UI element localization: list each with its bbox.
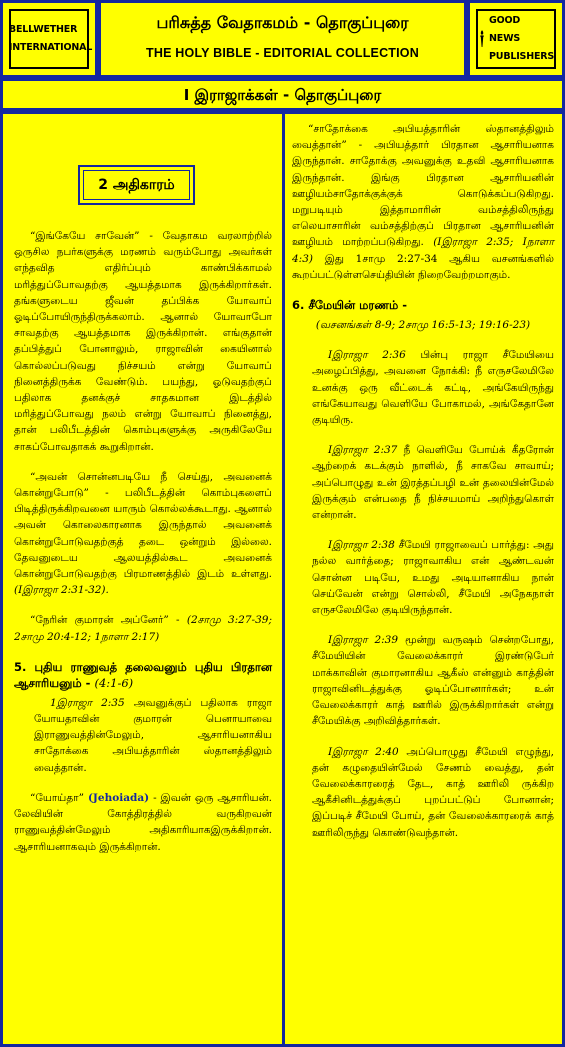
verse-ref: (Iஇராஜா 2:31-32). (14, 584, 109, 597)
left-column-text (14, 228, 272, 869)
verse-ref: Iஇராஜா 2:39 (328, 634, 399, 647)
verse-ref: (2சாமு 3:27-39; 2சாமு 20:4-12; 1நாளா 2:17) (14, 614, 272, 643)
verse-ref: Iஇராஜா 2:37 (328, 444, 398, 457)
verse-ref: (Iஇராஜா 2:35; Iநாளா 4:3) (292, 236, 555, 265)
verse-paragraph: Iஇராஜா 2:38 சீமேயி ராஜாவைப் பார்த்து: அது நல்ல வார்த்தை; ராஜாவாகிய என் ஆண்டவன் சொன்ன படியே, உமது அடியானாகிய நான் செய்வேன் என்று சொல்லி, சீமேயி அநேகநாள் எருசலேமிலே குடியிருந்தான். (312, 539, 554, 617)
paragraph: “அவன் சொன்னபடியே நீ செய்து, அவனைக் கொன்றுபோடு” - பலிபீடத்தின் கொம்புகளைப் பிடித்திருக்கிறவனை யாரும் கொல்லக்கூடாது. ஆனால் அவன் கொலைகாரனாக இருந்தால் அவனைக் கொன்றுபோடுவதற்குத் தடை ஒன்றும் இல்லை. தேவனுடைய ஆலயத்தில்கூட அவனைக் கொன்றுபோடுவதற்கு பிரமாணத்தில் இடம் உள்ளது. (Iஇராஜா 2:31-32). (14, 470, 272, 597)
left-logo-panel (0, 0, 98, 78)
logo-line-1: GOOD NEWS (489, 15, 521, 44)
right-column-text (292, 121, 554, 855)
section-heading-6: 6. சீமேயின் மரணம் - (292, 298, 407, 313)
verse-paragraph: Iஇராஜா 2:37 நீ வெளியே போய்க் கீதரோன் ஆற்றைக் கடக்கும் நாளில், நீ சாகவே சாவாய்; அப்பொழுது உன் இரத்தப்பழி உன் தலையின்மேல் இருக்கும் என்பதை நீ நிச்சயமாய் அறிந்துகொள் என்றான். (312, 444, 554, 522)
verse-paragraph: 1இராஜா 2:35 அவனுக்குப் பதிலாக ராஜா யோயதாவின் குமாரன் பெனாயாவை இராணுவத்தின்மேலும், ஆசாரியனாகிய சாதோக்கை அபியத்தாரின் ஸ்தானத்திலும் வைத்தான். (34, 696, 272, 774)
verse-ref: Iஇராஜா 2:38 (328, 539, 395, 552)
verse-paragraph: Iஇராஜா 2:36 பின்பு ராஜா சீமேயியை அழைப்பித்து, அவனை நோக்கி: நீ எருசலேமிலே உனக்கு ஒரு வீட்டைக் கட்டி, அங்கேயிருந்து எங்கேயாவது வெளியே போகாமல், அங்கேதானே குடியிரு. (312, 349, 554, 427)
chapter-label: 2 அதிகாரம் (98, 177, 175, 193)
paragraph: “நேரின் குமாரன் அப்னேர்” - (2சாமு 3:27-39; 2சாமு 20:4-12; 1நாளா 2:17) (14, 614, 272, 643)
jehoiada-term: (Jehoiada) (87, 791, 150, 804)
paragraph: “யோய்தா” (Jehoiada) - இவன் ஒரு ஆசாரியன். லேவியின் கோத்திரத்தில் வருகிறவன் ராணுவத்தின்மேலும் அதிகாரியாகஇருக்கிறான். ஆசாரியனாகவும் இருக்கிறான். (14, 791, 273, 853)
verse-ref: Iஇராஜா 2:36 (328, 349, 406, 362)
logo-line-2: INTERNATIONAL (8, 42, 93, 53)
verse-paragraph: Iஇராஜா 2:39 மூன்று வருஷம் சென்றபோது, சீமேயியின் வேலைக்காரர் இரண்டுபேர் மாக்காவின் குமாரனாகிய ஆகீஸ் என்னும் காத்தின் ராஜாவினிடத்துக்கு ஓடிப்போனார்கள்; உன் வேலைக்காரர் காத் ஊரில் இருக்கிறார்கள் என்று சீமேயிக்கு அறிவித்தார்கள். (312, 634, 554, 728)
logo-line-2: PUBLISHERS (489, 51, 554, 62)
bellwether-logo (8, 9, 93, 69)
book-title-bar (0, 78, 565, 111)
header-title-english: THE HOLY BIBLE - EDITORIAL COLLECTION (146, 46, 419, 60)
verse-ref: 1இராஜா 2:35 (50, 696, 125, 709)
header-title-panel (98, 0, 467, 78)
good-news-logo (476, 9, 556, 69)
torch-icon (478, 15, 486, 63)
verse-ref: Iஇராஜா 2:40 (328, 745, 399, 758)
chapter-label-box (78, 165, 195, 205)
section-heading-5: 5. புதிய ராணுவத் தலைவனும் புதிய பிரதான ஆசாரியனும் - (4:1-6) (14, 659, 272, 690)
verse-ref: (4:1-6) (94, 675, 134, 690)
right-logo-panel (467, 0, 565, 78)
logo-line-1: BELLWETHER (8, 24, 78, 35)
paragraph: “இங்கேயே சாவேன்” - வேதாகம வரலாற்றில் ஒருசில நபர்களுக்கு மரணம் வரும்போது அவர்கள் எந்தவித எதிர்ப்பும் காண்பிக்காமல் மரித்துப்போவதற்கு ஆயத்தமாக இருக்கிறார்கள். தங்களுடைய ஜீவன் தப்பிக்க யோவாப் ஓடிப்போயிருந்திருக்கலாம். ஆனால் யோவாபோ சாவதற்கு ஆயத்தமாக இருக்கிறான். எங்குதான் தப்பித்துப் போனாலும், ராஜாவின் கையினால் கொல்லப்படுவது நிச்சயம் என்று யோவாப் நினைத்திருக்க வேண்டும். பயந்து, ஓடுவதற்குப் பதிலாக தனக்குச் சாதகமான இடத்தில் மரித்துப்போவது நலம் என்று யோவாப் நினைத்து, தான் பலிபீடத்தின் கொம்புகளுக்கு அருகிலேயே சாகப்போவதாகக் கூறுகிறான். (14, 230, 272, 453)
verse-paragraph: Iஇராஜா 2:40 அப்பொழுது சீமேயி எழுந்து, தன் கழுதையின்மேல் சேணம் வைத்து, தன் வேலைக்காரரைத் தேட, காத் ஊரிலி ருக்கிற ஆகீசினிடத்துக்குப் புறப்பட்டுப் போனான்; இப்படிச் சீமேயி போய், தன் வேலைக்காரரைக் காத் ஊரிலிருந்து கொண்டுவந்தான். (312, 745, 554, 839)
paragraph: “சாதோக்கை அபியத்தாரின் ஸ்தானத்திலும் வைத்தான்” - அபியத்தார் பிரதான ஆசாரியனாக இருந்தான். சாதோக்கு அவனுக்கு உதவி ஆசாரியனாக இருந்தான். இங்கு பிரதான ஆசாரியனின் ஊழியம்சாதோக்குக்குக் கொடுக்கப்படுகிறது. மறுபடியும் இத்தாமாரின் வம்சத்திலிருந்து எலெயாசாரின் வம்சத்திற்குப் பிரதான ஆசாரியனின் ஊழியம் மாற்றப்படுகிறது. (Iஇராஜா 2:35; Iநாளா 4:3) இது 1சாமு 2:27-34 ஆகிய வசனங்களில் கூறப்பட்டுள்ளசெய்தியின் நிறைவேற்றமாகும். (292, 123, 555, 281)
book-title: I இராஜாக்கள் - தொகுப்புரை (183, 86, 382, 104)
section-ref: (வசனங்கள் 8-9; 2சாமு 16:5-13; 19:16-23) (315, 319, 531, 332)
header-title-tamil: பரிசுத்த வேதாகமம் - தொகுப்புரை (156, 13, 409, 32)
